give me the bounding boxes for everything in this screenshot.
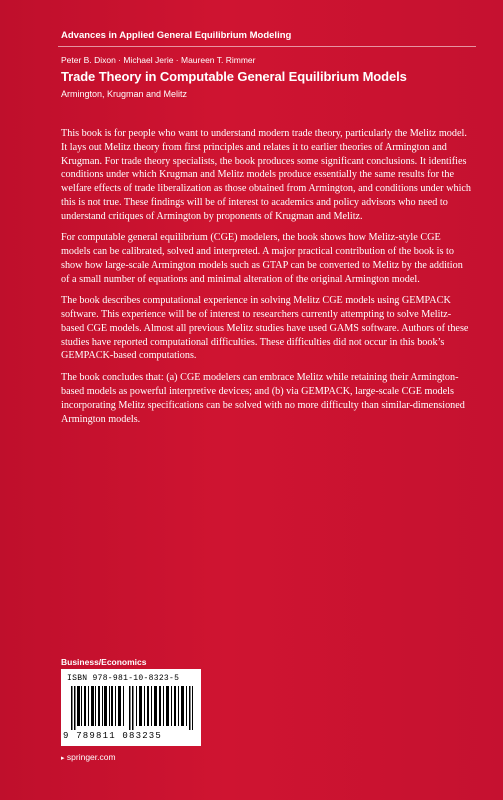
isbn-text: ISBN 978-981-10-8323-5 xyxy=(67,674,180,683)
paragraph-2: For computable general equilibrium (CGE) modelers, the book shows how Melitz-style CGE models can be calibrated, solved and interpreted. A major practical contribution of the book is to show how large-scale Armington models such as GTAP can be converted to Melitz by the addition of a small number of equations and minimal alteration of the original Armington model. xyxy=(61,232,463,285)
barcode-digits: 9 789811 083235 xyxy=(63,731,163,741)
authors: Peter B. Dixon · Michael Jerie · Maureen T. Rimmer xyxy=(61,55,256,65)
publisher-url[interactable]: springer.com xyxy=(66,752,116,762)
book-title: Trade Theory in Computable General Equilibrium Models xyxy=(61,69,407,84)
book-subtitle: Armington, Krugman and Melitz xyxy=(61,89,188,99)
paragraph-3: The book describes computational experience in solving Melitz CGE models using GEMPACK software. This experience will be of interest to researchers currently attempting to solve Melitz-based CGE models. Almost all previous Melitz studies have used GAMS software. Authors of these studies have reported computational difficulties. These difficulties did not occur in this book’s GEMPACK-based computations. xyxy=(61,295,469,362)
paragraph-4: The book concludes that: (a) CGE modelers can embrace Melitz while retaining their Armington-based models as powerful interpretive devices; and (b) via GEMPACK, large-scale CGE models incorporating Melitz specifications can be solved with no more difficulty than similar-dimensioned Armington models. xyxy=(61,372,465,425)
subject-category: Business/Economics xyxy=(61,657,147,667)
description-text xyxy=(61,127,471,434)
triangle-right-icon: ▸ xyxy=(61,755,65,762)
barcode-icon xyxy=(71,686,193,730)
divider-line xyxy=(58,46,476,47)
publisher-link[interactable] xyxy=(61,752,116,762)
series-name: Advances in Applied General Equilibrium Modeling xyxy=(61,30,292,41)
paragraph-1: This book is for people who want to understand modern trade theory, particularly the Melitz model. It lays out Melitz theory from first principles and relates it to earlier theories of Armington and Krugman. For trade theory specialists, the book produces some significant conclusions. It identifies conditions under which Krugman and Melitz models produce essentially the same results for the welfare effects of trade liberalization as those obtained from Armington, and conditions under which this is not true. These findings will be of interest to academics and policy advisors who need to understand critiques of Armington by proponents of Krugman and Melitz. xyxy=(61,128,472,222)
barcode-panel xyxy=(61,669,201,746)
